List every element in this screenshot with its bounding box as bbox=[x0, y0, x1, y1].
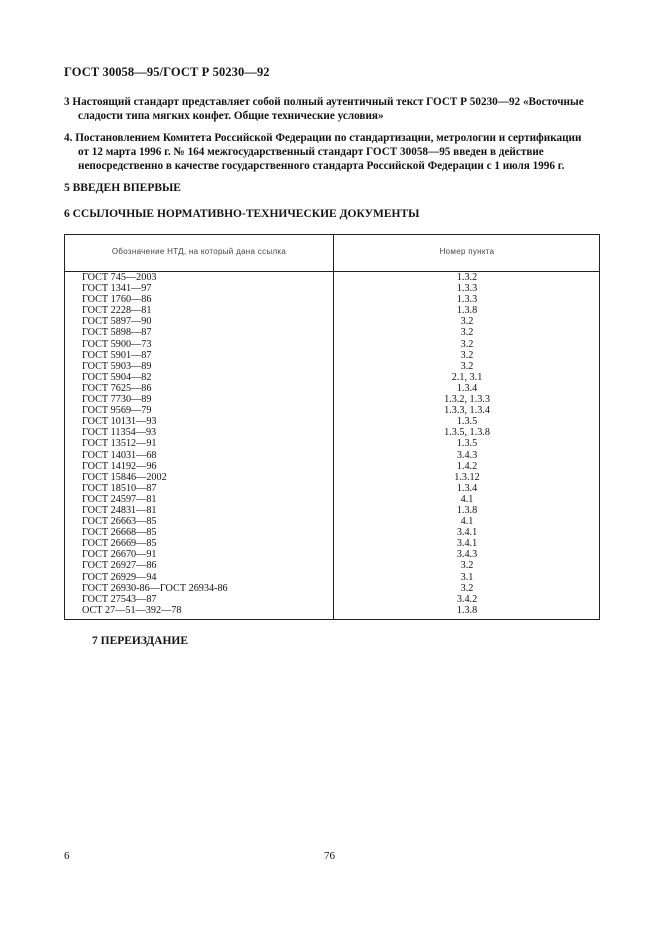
clause-number: 3.2 bbox=[460, 338, 474, 350]
clause-number: 1.4.2 bbox=[456, 460, 478, 472]
clause-number: 1.3.5, 1.3.8 bbox=[444, 427, 490, 439]
clause-number: 1.3.4 bbox=[456, 382, 478, 394]
item-6-heading: 6 ССЫЛОЧНЫЕ НОРМАТИВНО-ТЕХНИЧЕСКИЕ ДОКУМЕНТЫ bbox=[64, 208, 420, 220]
item-4-line-2: от 12 марта 1996 г. № 164 межгосударственный стандарт ГОСТ 30058—95 введен в действие bbox=[78, 146, 544, 158]
document-designation: ГОСТ 1760—86 bbox=[82, 294, 152, 306]
clause-number: 3.4.1 bbox=[456, 527, 478, 539]
document-designation: ГОСТ 24831—81 bbox=[82, 504, 157, 516]
document-designation: ГОСТ 5904—82 bbox=[82, 371, 152, 383]
table-row bbox=[65, 560, 599, 571]
document-designation: ГОСТ 13512—91 bbox=[82, 438, 157, 450]
document-header: ГОСТ 30058—95/ГОСТ Р 50230—92 bbox=[64, 65, 270, 79]
table-row bbox=[65, 583, 599, 594]
table-row bbox=[65, 516, 599, 527]
clause-number: 3.2 bbox=[460, 582, 474, 594]
table-body bbox=[65, 272, 599, 616]
table-row bbox=[65, 438, 599, 449]
document-designation: ГОСТ 26669—85 bbox=[82, 538, 157, 550]
document-designation: ГОСТ 26663—85 bbox=[82, 516, 157, 528]
document-designation: ГОСТ 14031—68 bbox=[82, 449, 157, 461]
table-header bbox=[65, 235, 599, 272]
clause-number: 1.3.5 bbox=[456, 416, 478, 428]
document-designation: ГОСТ 11354—93 bbox=[82, 427, 157, 439]
document-designation: ГОСТ 26927—86 bbox=[82, 560, 157, 572]
document-designation: ГОСТ 26670—91 bbox=[82, 549, 157, 561]
clause-number: 1.3.2 bbox=[456, 272, 478, 283]
table-row bbox=[65, 327, 599, 338]
item-4-line-3: непосредственно в качестве государственного стандарта Российской Федерации с 1 июля 1996 г. bbox=[78, 160, 565, 172]
document-designation: ГОСТ 18510—87 bbox=[82, 482, 157, 494]
clause-number: 1.3.8 bbox=[456, 504, 478, 516]
table-row bbox=[65, 605, 599, 616]
document-designation: ГОСТ 5897—90 bbox=[82, 316, 152, 328]
header-document-designation: Обозначение НТД, на который дана ссылка bbox=[111, 247, 287, 256]
document-designation: ОСТ 27—51—392—78 bbox=[82, 604, 182, 616]
clause-number: 1.3.8 bbox=[456, 305, 478, 317]
item-7-heading: 7 ПЕРЕИЗДАНИЕ bbox=[92, 635, 189, 647]
item-5-heading: 5 ВВЕДЕН ВПЕРВЫЕ bbox=[64, 182, 181, 194]
item-3-line-1: 3 Настоящий стандарт представляет собой полный аутентичный текст ГОСТ Р 50230—92 «Восточные bbox=[64, 96, 584, 108]
document-designation: ГОСТ 26930-86—ГОСТ 26934-86 bbox=[82, 582, 228, 594]
item-3 bbox=[64, 95, 600, 123]
clause-number: 3.4.3 bbox=[456, 449, 478, 461]
document-designation: ГОСТ 9569—79 bbox=[82, 405, 152, 417]
document-designation: ГОСТ 15846—2002 bbox=[82, 471, 167, 483]
clause-number: 3.4.2 bbox=[456, 593, 478, 605]
clause-number: 1.3.12 bbox=[454, 471, 480, 483]
document-designation: ГОСТ 26929—94 bbox=[82, 571, 157, 583]
document-designation: ГОСТ 5903—89 bbox=[82, 360, 152, 372]
clause-number: 3.4.3 bbox=[456, 549, 478, 561]
table-row bbox=[65, 305, 599, 316]
clause-number: 1.3.3, 1.3.4 bbox=[444, 405, 490, 417]
table-row bbox=[65, 272, 599, 283]
clause-number: 1.3.5 bbox=[456, 438, 478, 450]
clause-number: 1.3.8 bbox=[456, 604, 478, 616]
page-number-left: 6 bbox=[64, 850, 70, 862]
header-clause-number: Номер пункта bbox=[439, 247, 495, 256]
document-designation: ГОСТ 1341—97 bbox=[82, 283, 152, 295]
clause-number: 3.2 bbox=[460, 327, 474, 339]
clause-number: 1.3.3 bbox=[456, 283, 478, 295]
document-designation: ГОСТ 5900—73 bbox=[82, 338, 152, 350]
table-row bbox=[65, 405, 599, 416]
item-4 bbox=[64, 131, 600, 173]
clause-number: 1.3.3 bbox=[456, 294, 478, 306]
table-row bbox=[65, 450, 599, 461]
clause-number: 3.4.1 bbox=[456, 538, 478, 550]
table-row bbox=[65, 527, 599, 538]
table-row bbox=[65, 394, 599, 405]
document-designation: ГОСТ 745—2003 bbox=[82, 272, 157, 283]
table-row bbox=[65, 461, 599, 472]
table-row bbox=[65, 361, 599, 372]
clause-number: 1.3.4 bbox=[456, 482, 478, 494]
clause-number: 3.2 bbox=[460, 360, 474, 372]
document-designation: ГОСТ 14192—96 bbox=[82, 460, 157, 472]
table-row bbox=[65, 472, 599, 483]
document-designation: ГОСТ 10131—93 bbox=[82, 416, 157, 428]
document-designation: ГОСТ 5898—87 bbox=[82, 327, 152, 339]
document-designation: ГОСТ 7730—89 bbox=[82, 394, 152, 406]
item-4-line-1: 4. Постановлением Комитета Российской Федерации по стандартизации, метрологии и сертификации bbox=[64, 132, 582, 144]
clause-number: 3.2 bbox=[460, 349, 474, 361]
table-row bbox=[65, 350, 599, 361]
reference-documents-table bbox=[64, 234, 600, 620]
table-row bbox=[65, 283, 599, 294]
clause-number: 4.1 bbox=[460, 516, 474, 528]
document-designation: ГОСТ 26668—85 bbox=[82, 527, 157, 539]
document-designation: ГОСТ 27543—87 bbox=[82, 593, 157, 605]
table-row bbox=[65, 427, 599, 438]
clause-number: 3.2 bbox=[460, 560, 474, 572]
table-row bbox=[65, 549, 599, 560]
document-designation: ГОСТ 5901—87 bbox=[82, 349, 152, 361]
clause-number: 3.1 bbox=[460, 571, 474, 583]
page-number-center: 76 bbox=[324, 850, 335, 862]
table-row bbox=[65, 594, 599, 605]
table-row bbox=[65, 572, 599, 583]
clause-number: 3.2 bbox=[460, 316, 474, 328]
table-row bbox=[65, 372, 599, 383]
clause-number: 2.1, 3.1 bbox=[451, 371, 483, 383]
table-row bbox=[65, 483, 599, 494]
document-designation: ГОСТ 7625—86 bbox=[82, 382, 152, 394]
table-row bbox=[65, 294, 599, 305]
table-row bbox=[65, 339, 599, 350]
table-row bbox=[65, 494, 599, 505]
document-designation: ГОСТ 24597—81 bbox=[82, 493, 157, 505]
table-row bbox=[65, 416, 599, 427]
clause-number: 4.1 bbox=[460, 493, 474, 505]
item-3-line-2: сладости типа мягких конфет. Общие технические условия» bbox=[78, 110, 384, 122]
table-row bbox=[65, 505, 599, 516]
table-row bbox=[65, 316, 599, 327]
table-row bbox=[65, 538, 599, 549]
clause-number: 1.3.2, 1.3.3 bbox=[444, 394, 490, 406]
table-row bbox=[65, 383, 599, 394]
document-designation: ГОСТ 2228—81 bbox=[82, 305, 152, 317]
